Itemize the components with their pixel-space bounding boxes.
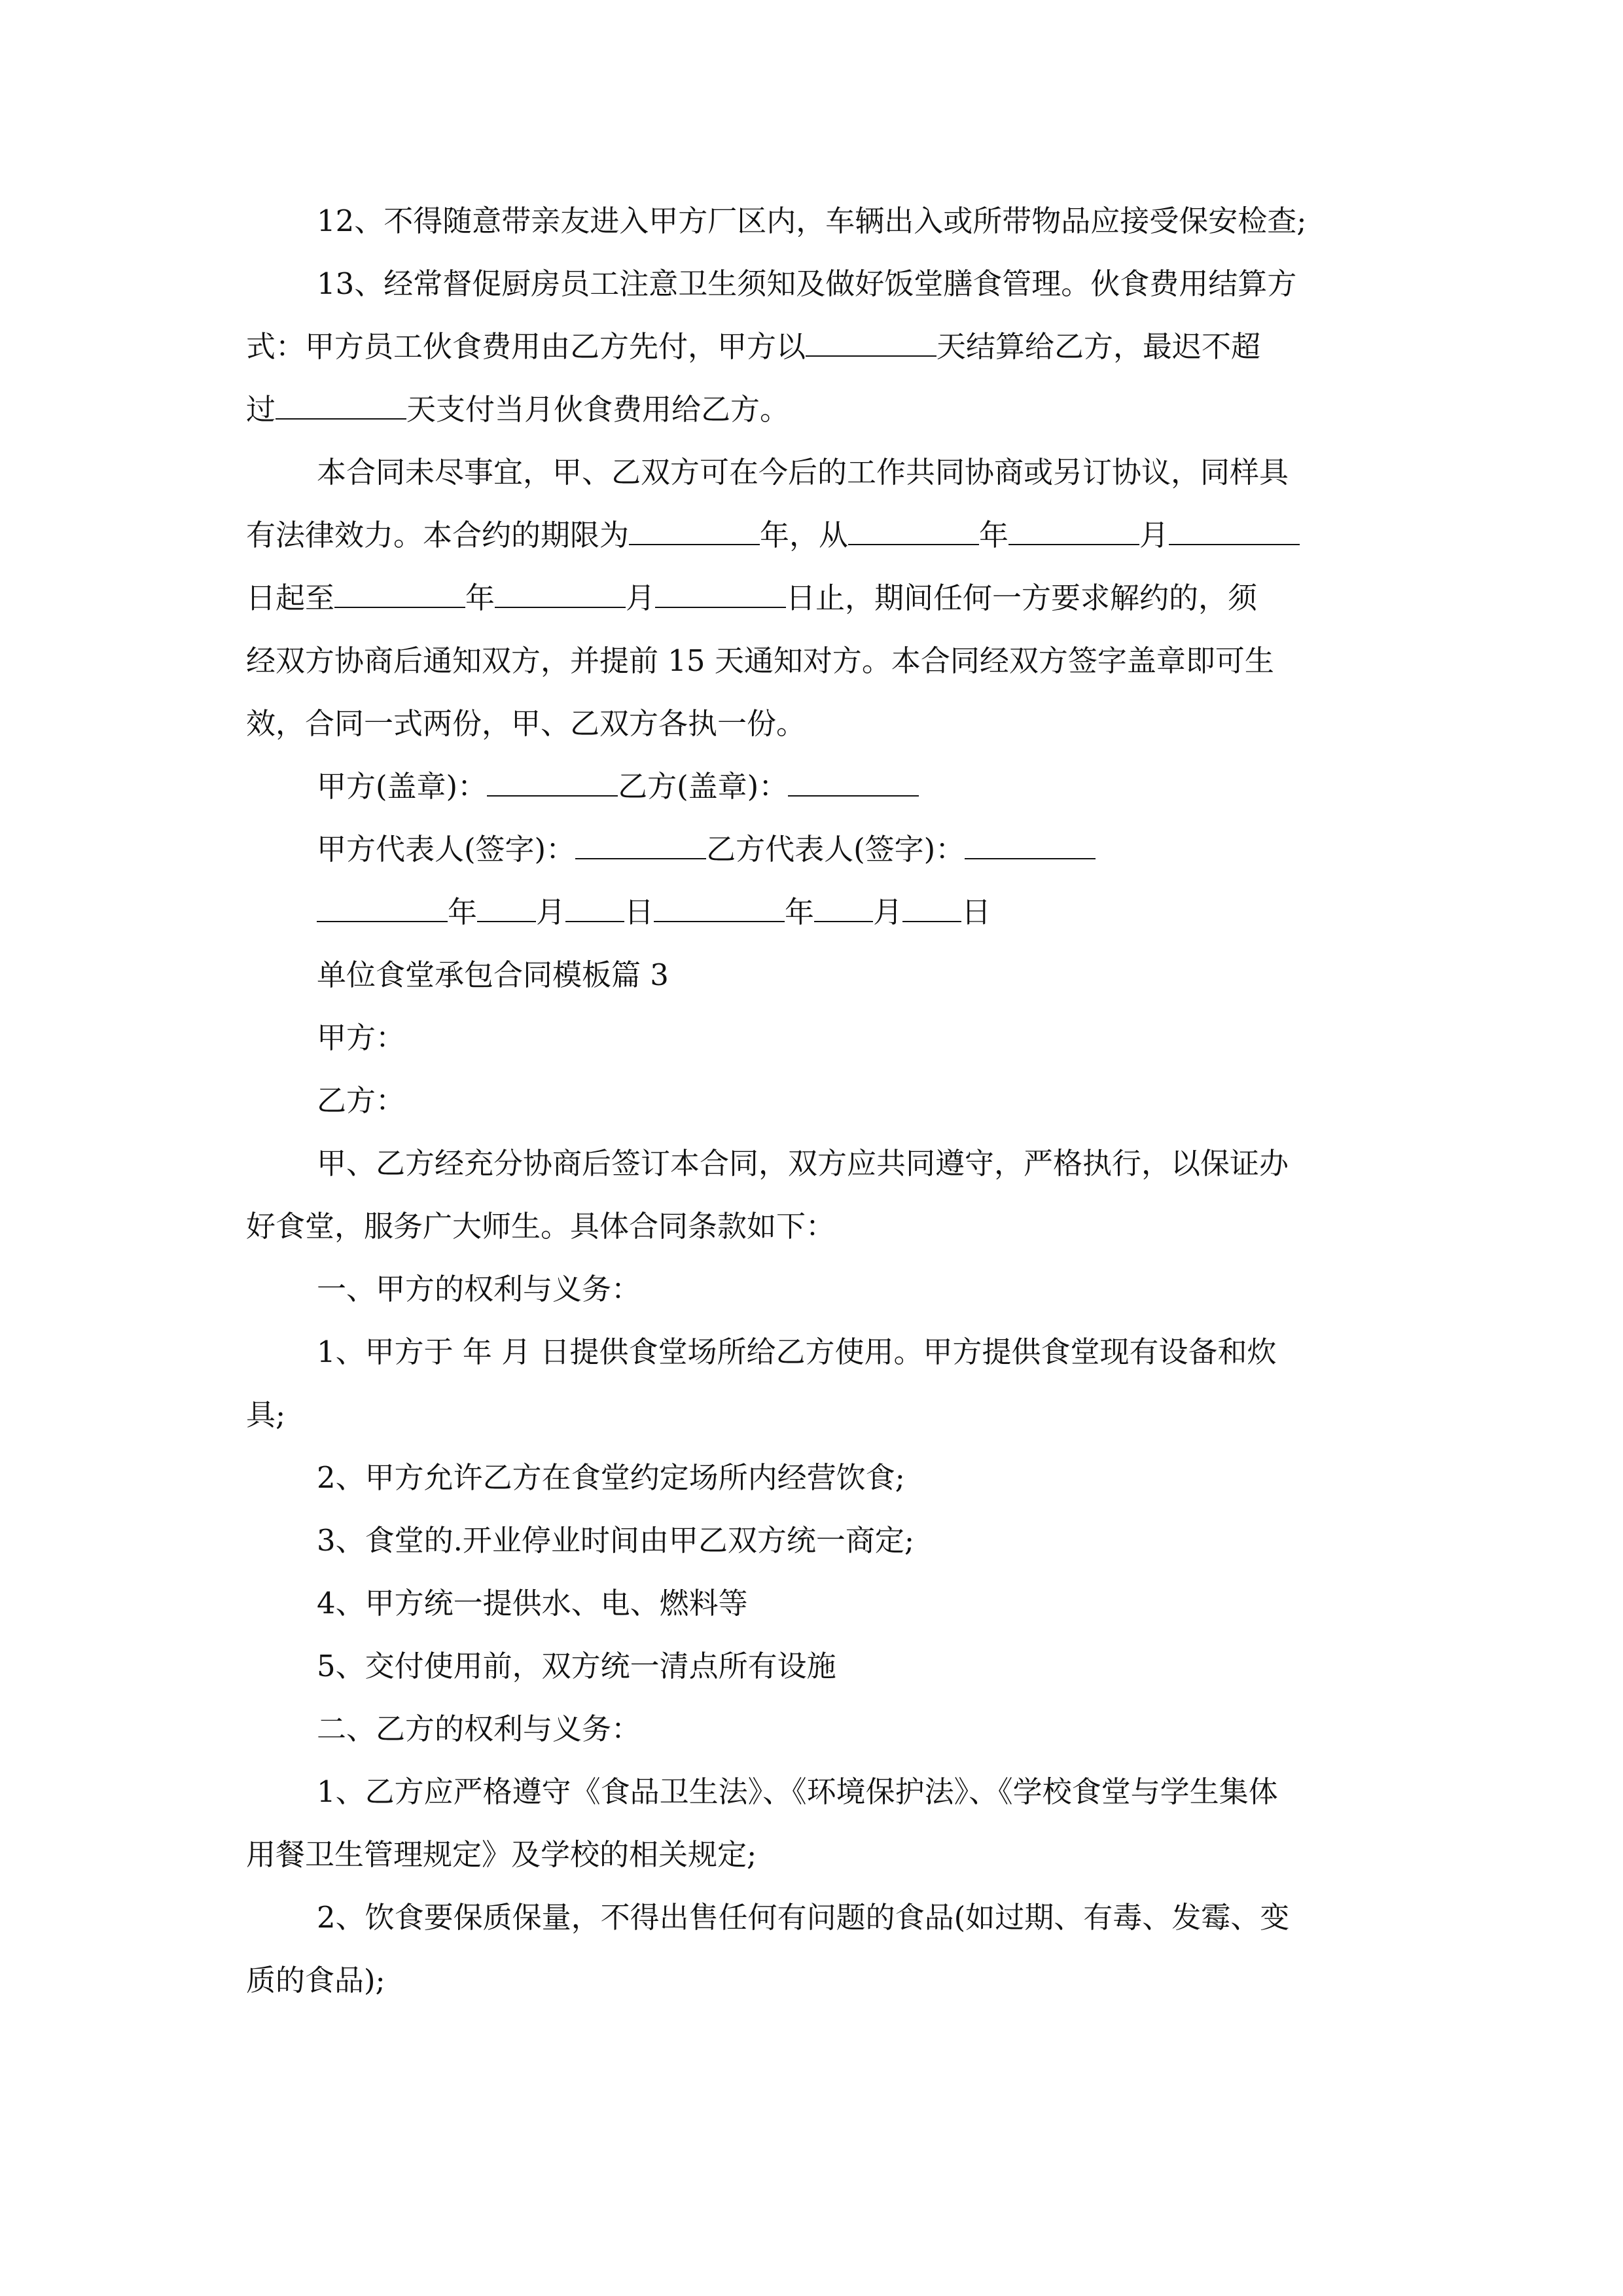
date-line: 年 月 日 年 月 日	[246, 881, 1385, 944]
intro-line-1: 甲、乙方经充分协商后签订本合同，双方应共同遵守，严格执行，以保证办	[317, 1146, 1289, 1181]
party-b-item-1: 1、乙方应严格遵守《食品卫生法》、《环境保护法》、《学校食堂与学生集体	[317, 1774, 1278, 1809]
copies-line: 效，合同一式两份，甲、乙双方各执一份。	[246, 706, 806, 741]
misc-paragraph-line-1: 本合同未尽事宜，甲、乙双方可在今后的工作共同协商或另订协议，同样具	[317, 455, 1289, 490]
signature-line: 甲方代表人(签字)： 乙方代表人(签字)：	[246, 818, 1385, 881]
payment-days-blank	[276, 384, 406, 420]
start-year-blank	[848, 510, 979, 545]
settlement-days-blank	[806, 321, 936, 357]
party-a-item-1: 1、甲方于 年 月 日提供食堂场所给乙方使用。甲方提供食堂现有设备和炊	[317, 1335, 1277, 1369]
party-a-item-4: 4、甲方统一提供水、电、燃料等	[317, 1586, 748, 1621]
term-line: 有法律效力。本合约的期限为 年，从 年 月	[246, 504, 1385, 567]
party-a-label: 甲方：	[317, 1020, 406, 1055]
end-month-blank	[495, 573, 626, 608]
party-b-signature-blank	[965, 824, 1096, 859]
party-b-item-1-cont: 用餐卫生管理规定》及学校的相关规定;	[246, 1837, 757, 1872]
section-title: 单位食堂承包合同模板篇 3	[317, 958, 669, 992]
term-end-line: 日起至 年 月 日止，期间任何一方要求解约的，须	[246, 567, 1385, 630]
party-b-label: 乙方：	[317, 1083, 406, 1118]
party-a-year-blank	[317, 887, 448, 922]
party-a-day-blank	[565, 887, 624, 922]
party-a-signature-blank	[575, 824, 706, 859]
party-a-month-blank	[477, 887, 536, 922]
intro-line-2: 好食堂，服务广大师生。具体合同条款如下：	[246, 1209, 836, 1244]
seal-line: 甲方(盖章)： 乙方(盖章)：	[246, 755, 1385, 818]
settlement-line: 式：甲方员工伙食费用由乙方先付，甲方以 天结算给乙方，最迟不超	[246, 315, 1385, 378]
notice-line: 经双方协商后通知双方，并提前 15 天通知对方。本合同经双方签字盖章即可生	[246, 643, 1274, 678]
start-month-blank	[1008, 510, 1139, 545]
party-a-item-5: 5、交付使用前，双方统一清点所有设施	[317, 1649, 836, 1683]
party-b-item-2: 2、饮食要保质保量，不得出售任何有问题的食品(如过期、有毒、发霉、变	[317, 1900, 1290, 1935]
party-a-rights-heading: 一、甲方的权利与义务：	[317, 1272, 641, 1306]
party-b-month-blank	[814, 887, 873, 922]
party-b-rights-heading: 二、乙方的权利与义务：	[317, 1712, 641, 1746]
clause-13: 13、经常督促厨房员工注意卫生须知及做好饭堂膳食管理。伙食费用结算方	[317, 266, 1297, 301]
payment-line: 过 天支付当月伙食费用给乙方。	[246, 378, 1385, 441]
party-b-item-2-cont: 质的食品);	[246, 1963, 385, 1998]
party-a-item-1-cont: 具;	[246, 1397, 286, 1432]
party-b-day-blank	[902, 887, 961, 922]
start-day-blank	[1169, 510, 1300, 545]
term-years-blank	[629, 510, 760, 545]
party-a-item-3: 3、食堂的.开业停业时间由甲乙双方统一商定;	[317, 1523, 915, 1558]
party-a-item-2: 2、甲方允许乙方在食堂约定场所内经营饮食;	[317, 1460, 905, 1495]
party-b-year-blank	[654, 887, 785, 922]
clause-12: 12、不得随意带亲友进入甲方厂区内，车辆出入或所带物品应接受保安检查;	[317, 204, 1307, 238]
end-day-blank	[655, 573, 786, 608]
document-body	[246, 190, 1385, 2012]
party-a-seal-blank	[487, 761, 618, 797]
party-b-seal-blank	[788, 761, 919, 797]
end-year-blank	[334, 573, 465, 608]
